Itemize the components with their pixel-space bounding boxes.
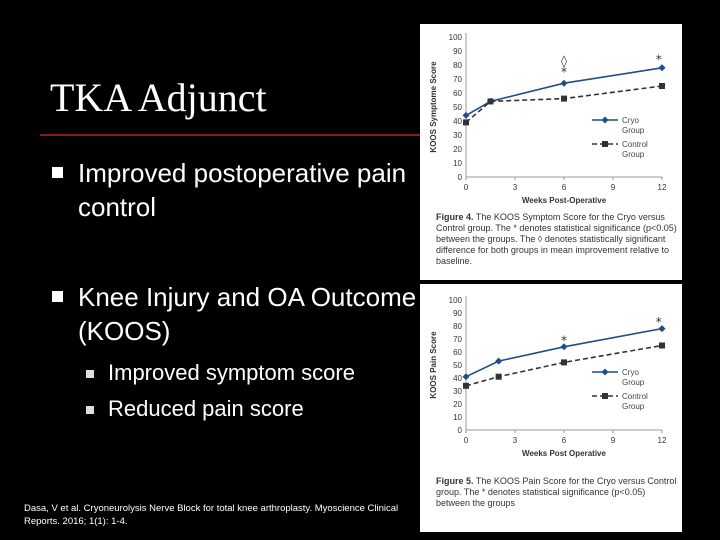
- y-tick-label: 0: [457, 426, 462, 435]
- data-point: [463, 373, 470, 380]
- x-tick-label: 6: [561, 183, 567, 192]
- y-tick-label: 40: [453, 374, 462, 383]
- legend-label: Control: [622, 392, 648, 401]
- x-tick-label: 9: [610, 436, 616, 445]
- x-axis-label: Weeks Post-Operative: [521, 196, 607, 205]
- bullet-text: Knee Injury and OA Outcome (KOOS): [78, 282, 417, 346]
- title-divider: [40, 134, 420, 136]
- legend-label: Group: [622, 126, 645, 135]
- legend-marker: [602, 369, 609, 376]
- y-tick-label: 60: [453, 89, 462, 98]
- data-point: [496, 374, 502, 380]
- data-point: [463, 112, 470, 119]
- data-point: [463, 383, 469, 389]
- y-tick-label: 10: [453, 413, 462, 422]
- y-tick-label: 30: [453, 387, 462, 396]
- x-tick-label: 3: [512, 183, 518, 192]
- slide-title: TKA Adjunct: [50, 75, 267, 120]
- y-tick-label: 40: [453, 117, 462, 126]
- data-point: [561, 80, 568, 87]
- caption-label: Figure 4.: [436, 212, 474, 222]
- x-tick-label: 3: [512, 436, 518, 445]
- x-tick-label: 6: [561, 436, 567, 445]
- legend-marker: [602, 393, 608, 399]
- figure-4-caption: [436, 212, 678, 267]
- legend-label: Group: [622, 402, 645, 411]
- legend-marker: [602, 141, 608, 147]
- bullet-text: Improved postoperative pain control: [78, 158, 407, 222]
- y-tick-label: 80: [453, 322, 462, 331]
- data-point: [561, 359, 567, 365]
- legend-label: Cryo: [622, 368, 639, 377]
- legend-label: Cryo: [622, 116, 639, 125]
- figure-4: [420, 24, 682, 280]
- data-point: [659, 83, 665, 89]
- y-tick-label: 10: [453, 159, 462, 168]
- y-tick-label: 0: [457, 173, 462, 182]
- y-tick-label: 20: [453, 145, 462, 154]
- y-tick-label: 50: [453, 103, 462, 112]
- x-tick-label: 12: [657, 436, 667, 445]
- legend-marker: [602, 117, 609, 124]
- data-point: [659, 343, 665, 349]
- sub-bullet-text: Reduced pain score: [108, 396, 304, 421]
- sub-bullet-marker: [86, 370, 94, 378]
- y-tick-label: 90: [453, 47, 462, 56]
- bullet-marker: [52, 291, 63, 302]
- y-tick-label: 90: [453, 309, 462, 318]
- bullet-marker: [52, 167, 63, 178]
- y-tick-label: 70: [453, 335, 462, 344]
- significance-marker: *: [655, 315, 662, 330]
- x-tick-label: 0: [463, 183, 469, 192]
- y-tick-label: 100: [448, 33, 462, 42]
- sub-bullet-text: Improved symptom score: [108, 360, 355, 385]
- koos-pain-chart: [420, 284, 682, 470]
- caption-text: The KOOS Symptom Score for the Cryo versus Control group. The * denotes statistical significance (p<0.05) between the groups. The ◊ denotes statistically significant difference for both groups in mean improvement relative to baseline.: [436, 212, 677, 266]
- data-point: [488, 98, 494, 104]
- x-axis-label: Weeks Post Operative: [522, 449, 606, 458]
- significance-marker: *: [561, 65, 567, 79]
- x-tick-label: 9: [610, 183, 616, 192]
- data-point: [463, 119, 469, 125]
- data-point: [495, 358, 502, 365]
- y-axis-label: KOOS Pain Score: [429, 331, 438, 399]
- citation: Dasa, V et al. Cryoneurolysis Nerve Block for total knee arthroplasty. Myoscience Clinical Reports. 2016; 1(1): 1-4.: [24, 503, 399, 527]
- y-tick-label: 50: [453, 361, 462, 370]
- caption-text: The KOOS Pain Score for the Cryo versus Control group. The * denotes statistical significance (p<0.05) between the groups: [436, 476, 677, 508]
- sub-bullet-marker: [86, 406, 94, 414]
- y-axis-label: KOOS Symptome Score: [429, 61, 438, 153]
- significance-marker: *: [655, 52, 662, 67]
- significance-marker: ◊: [561, 53, 567, 68]
- y-tick-label: 100: [448, 296, 462, 305]
- figure-5: [420, 284, 682, 532]
- significance-marker: *: [561, 333, 567, 348]
- data-point: [561, 96, 567, 102]
- y-tick-label: 80: [453, 61, 462, 70]
- legend-label: Control: [622, 140, 648, 149]
- figure-5-caption: [436, 476, 678, 509]
- y-tick-label: 60: [453, 348, 462, 357]
- caption-label: Figure 5.: [436, 476, 474, 486]
- legend-label: Group: [622, 150, 645, 159]
- y-tick-label: 20: [453, 400, 462, 409]
- koos-symptom-chart: [420, 24, 682, 214]
- y-tick-label: 30: [453, 131, 462, 140]
- y-tick-label: 70: [453, 75, 462, 84]
- x-tick-label: 12: [657, 183, 667, 192]
- x-tick-label: 0: [463, 436, 469, 445]
- legend-label: Group: [622, 378, 645, 387]
